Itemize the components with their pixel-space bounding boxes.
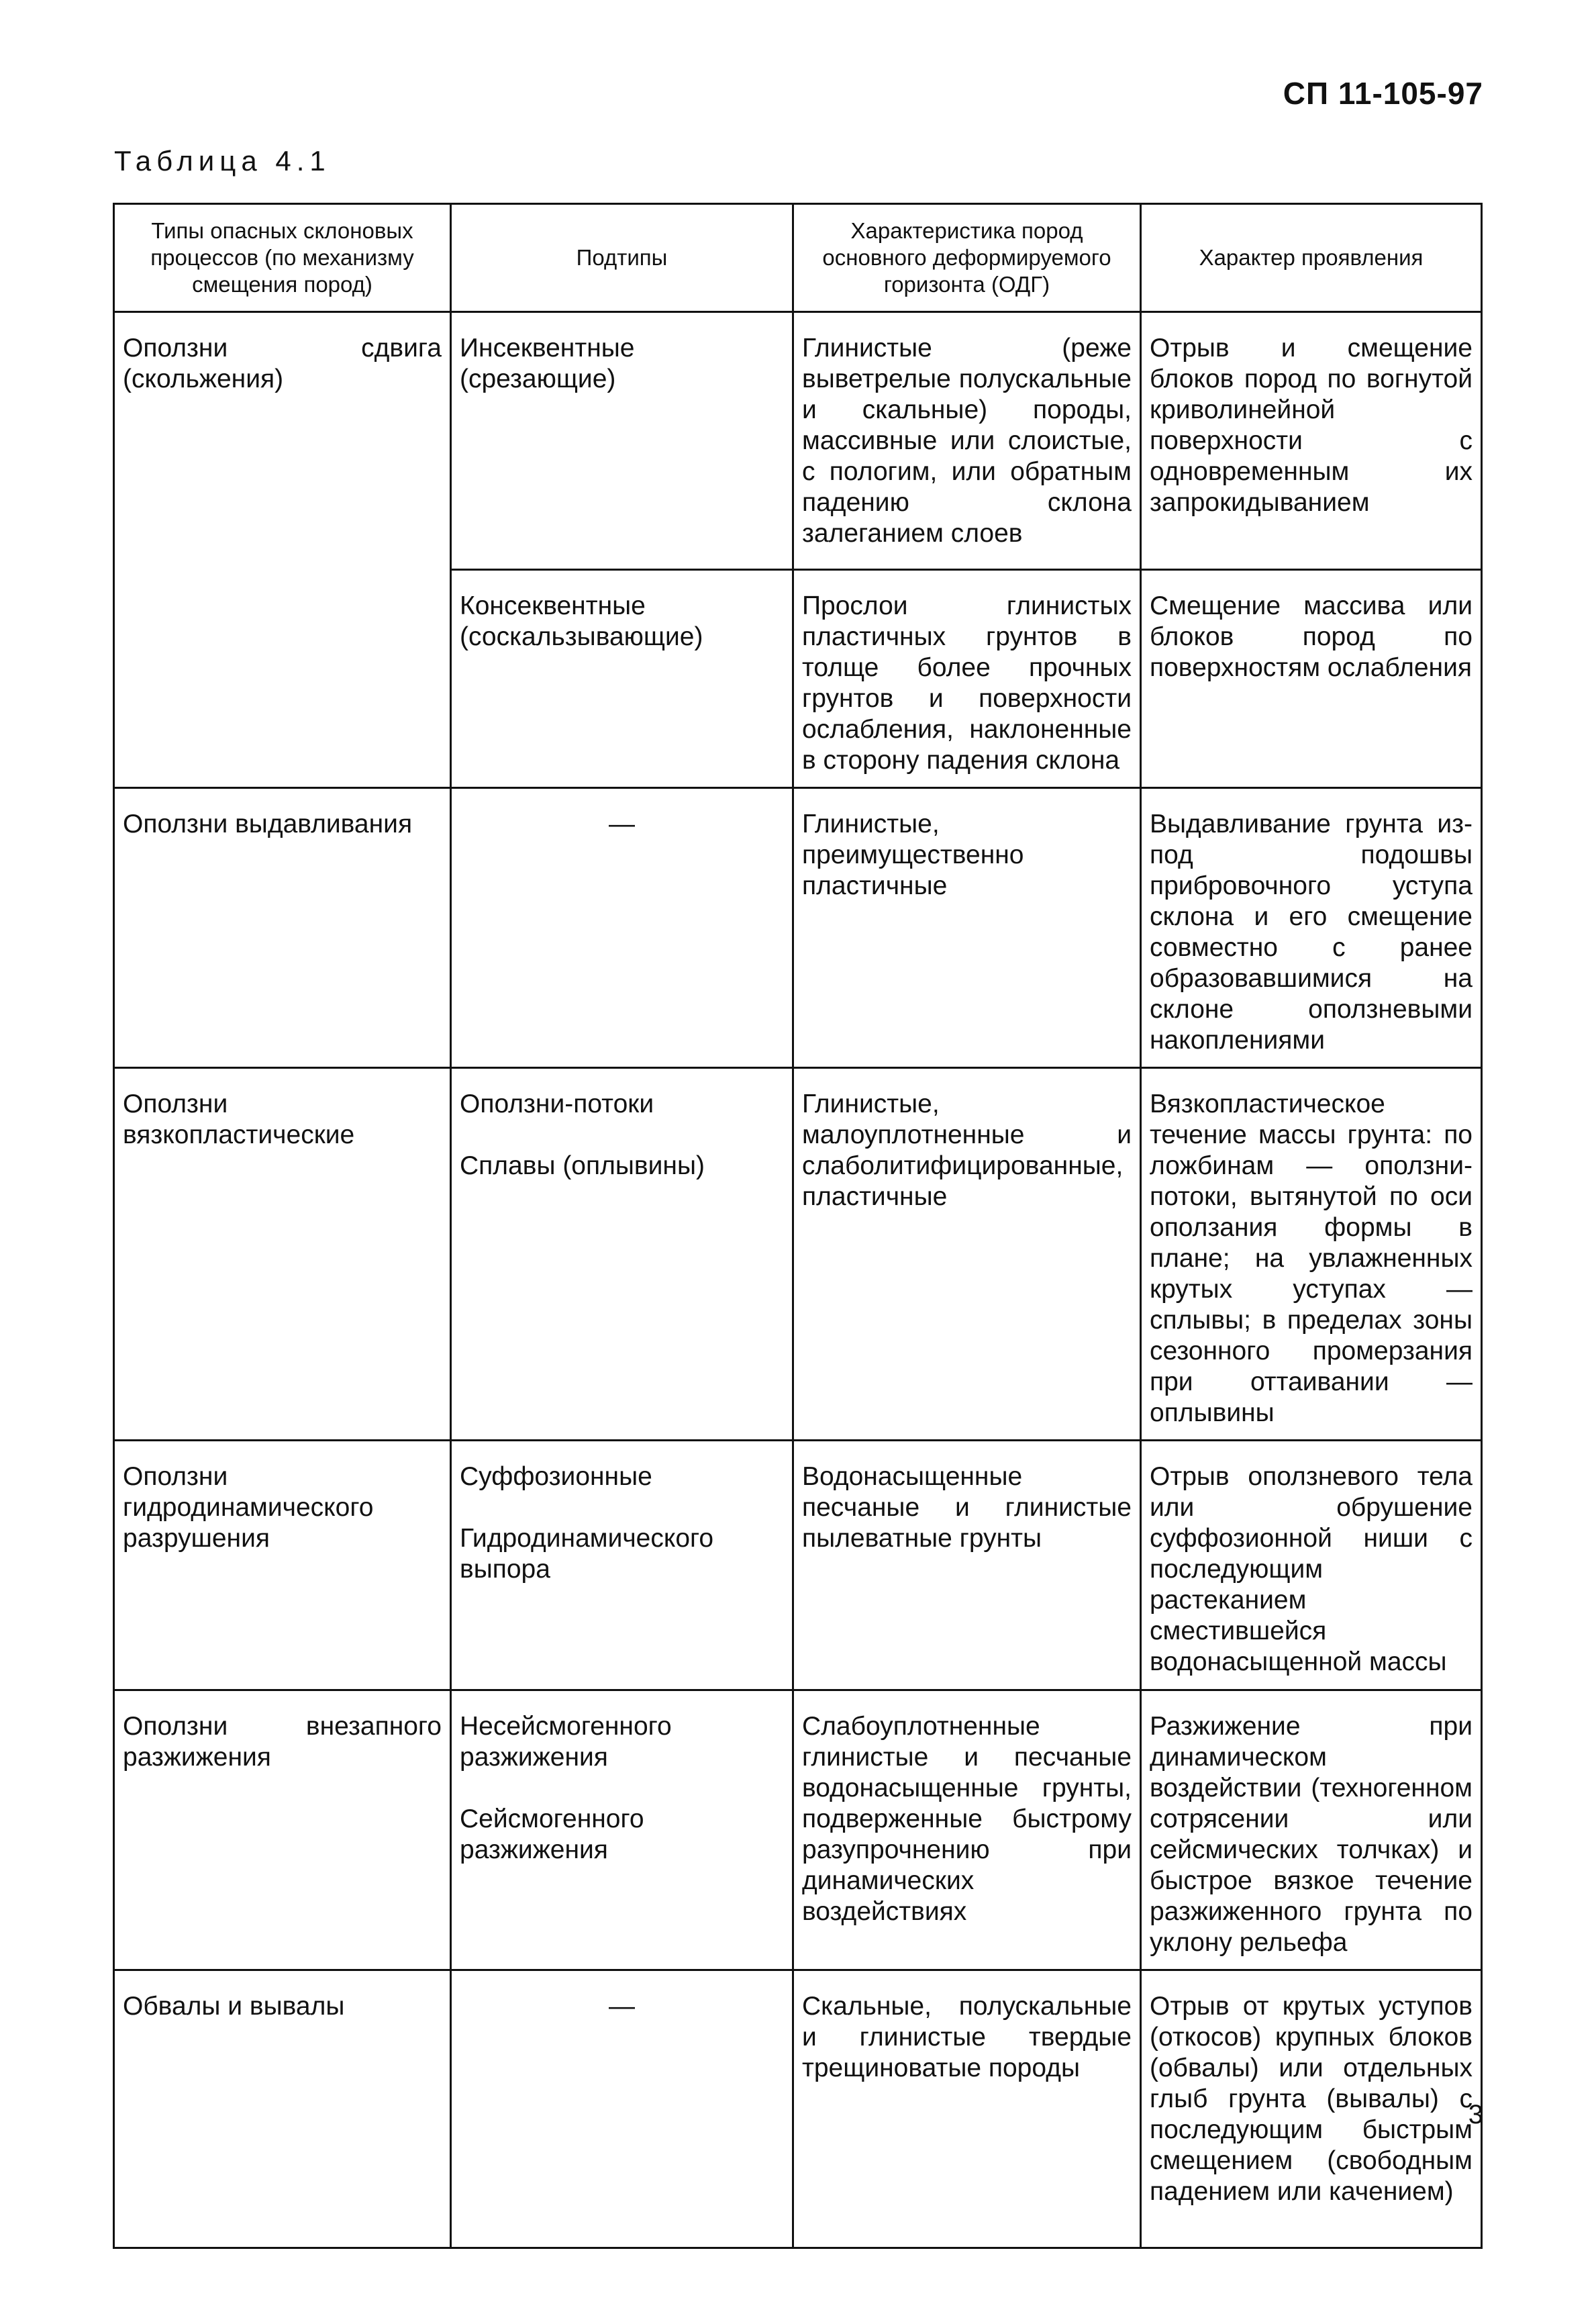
table-row <box>114 1068 1482 1441</box>
process-type-cell: Оползни гидродинамического разрушения <box>114 1441 451 1690</box>
process-type-cell: Оползни сдвига (скольжения) <box>114 312 451 788</box>
process-type-cell: Оползни вязкопластические <box>114 1068 451 1441</box>
table-row <box>114 1690 1482 1970</box>
rocks-cell: Глинистые, преимущественно пластичные <box>793 788 1141 1068</box>
table-row <box>114 1441 1482 1690</box>
manifestation-cell: Вязкопластическое течение массы грунта: по ложбинам — оползни-потоки, вытянутой по оси оползания формы в плане; на увлажненных крутых уступах — сплывы; в пределах зоны сезонного промерзания при оттаивании — оплывины <box>1141 1068 1482 1441</box>
subtype-label: Несейсмогенного разжижения <box>460 1711 672 1772</box>
process-type-cell: Оползни выдавливания <box>114 788 451 1068</box>
rocks-cell: Глинистые (реже выветрелые полускальные и скальные) породы, массивные или слоистые, с пологим, или обратным падению склона залеганием слоев <box>793 312 1141 570</box>
manifestation-cell: Выдавливание грунта из-под подошвы прибровочного уступа склона и его смещение совместно с ранее образовавшимися на склоне оползневыми накоплениями <box>1141 788 1482 1068</box>
table-row <box>114 312 1482 570</box>
subtype-label: — <box>609 810 635 839</box>
subtype-label: Сплавы (оплывины) <box>460 1151 705 1181</box>
manifestation-cell: Отрыв от крутых уступов (откосов) крупных блоков (обвалы) или отдельных глыб грунта (вывалы) с последующим быстрым смещением (свободным падением или качением) <box>1141 1970 1482 2248</box>
hazard-processes-table <box>113 203 1483 2249</box>
manifestation-cell: Разжижение при динамическом воздействии (техногенном сотрясении или сейсмических толчках) и быстрое вязкое течение разжиженного грунта по уклону рельефа <box>1141 1690 1482 1970</box>
subtype-cell <box>451 788 793 1068</box>
subtype-cell <box>451 570 793 788</box>
table-row <box>114 1970 1482 2248</box>
subtype-label: Оползни-потоки <box>460 1090 654 1119</box>
column-header-type: Типы опасных склоновых процессов (по механизму смещения пород) <box>114 204 451 312</box>
table-header-row <box>114 204 1482 312</box>
subtype-cell <box>451 1441 793 1690</box>
rocks-cell: Слабоуплотненные глинистые и песчаные водонасыщенные грунты, подверженные быстрому разупрочнению при динамических воздействиях <box>793 1690 1141 1970</box>
subtype-label: — <box>609 1991 635 2021</box>
subtype-cell <box>451 312 793 570</box>
manifestation-cell: Смещение массива или блоков пород по поверхностям ослабления <box>1141 570 1482 788</box>
subtype-label: Суффозионные <box>460 1462 652 1492</box>
page-number: 3 <box>1468 2100 1483 2129</box>
subtype-label: Гидродинамического выпора <box>460 1524 714 1584</box>
column-header-subtypes: Подтипы <box>451 204 793 312</box>
document-code: СП 11-105-97 <box>1283 76 1483 111</box>
subtype-label: Консеквентные (соскальзывающие) <box>460 591 703 652</box>
subtype-cell <box>451 1690 793 1970</box>
rocks-cell: Прослои глинистых пластичных грунтов в толще более прочных грунтов и поверхности ослабления, наклоненные в сторону падения склона <box>793 570 1141 788</box>
process-type-cell: Обвалы и вывалы <box>114 1970 451 2248</box>
column-header-manifestation: Характер проявления <box>1141 204 1482 312</box>
subtype-cell <box>451 1970 793 2248</box>
subtype-label: Инсеквентные (срезающие) <box>460 334 635 394</box>
subtype-cell <box>451 1068 793 1441</box>
manifestation-cell: Отрыв оползневого тела или обрушение суффозионной ниши с последующим растеканием сместившейся водонасыщенной массы <box>1141 1441 1482 1690</box>
table-caption: Таблица 4.1 <box>114 145 331 177</box>
process-type-cell: Оползни внезапного разжижения <box>114 1690 451 1970</box>
rocks-cell: Водонасыщенные песчаные и глинистые пылеватные грунты <box>793 1441 1141 1690</box>
rocks-cell: Глинистые, малоуплотненные и слаболитифицированные, пластичные <box>793 1068 1141 1441</box>
manifestation-cell: Отрыв и смещение блоков пород по вогнутой криволинейной поверхности с одновременным их запрокидыванием <box>1141 312 1482 570</box>
table-row <box>114 788 1482 1068</box>
subtype-label: Сейсмогенного разжижения <box>460 1804 644 1864</box>
column-header-rocks: Характеристика пород основного деформируемого горизонта (ОДГ) <box>793 204 1141 312</box>
rocks-cell: Скальные, полускальные и глинистые твердые трещиноватые породы <box>793 1970 1141 2248</box>
